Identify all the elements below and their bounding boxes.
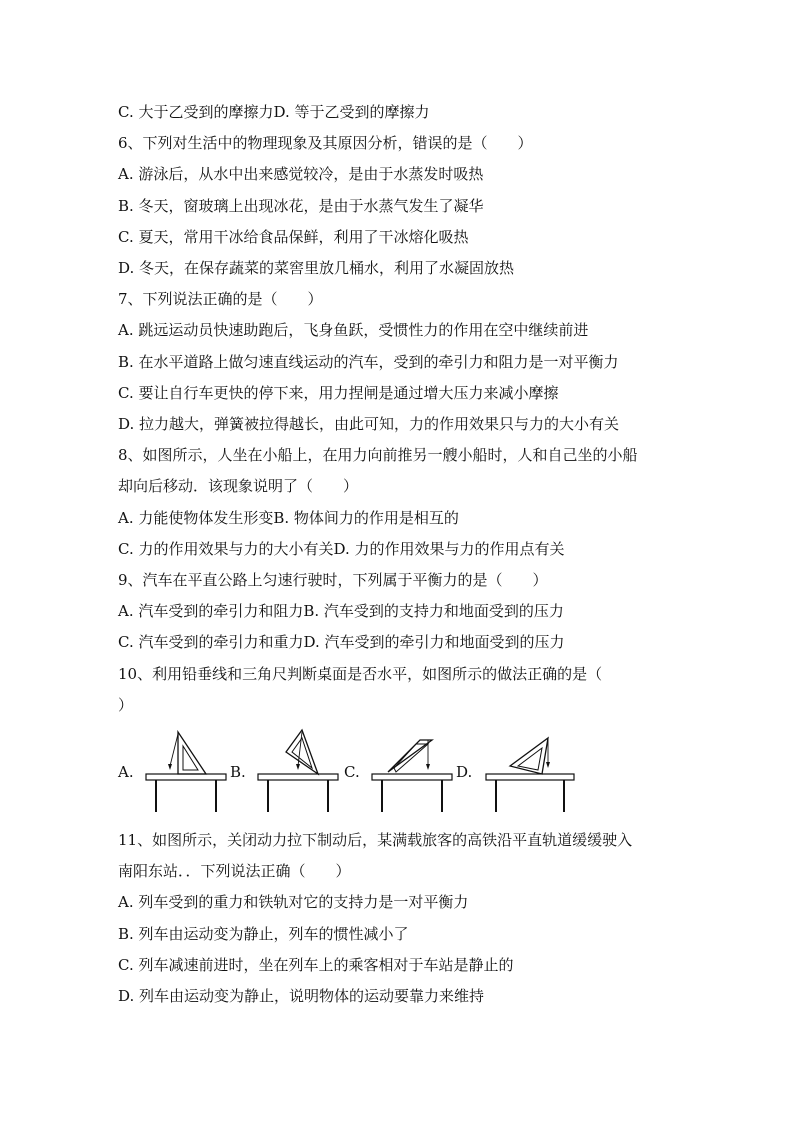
question-7: 7、下列说法正确的是（ ） [118,290,323,308]
figure-a-setsquare-on-table [140,728,230,818]
question-9: 9、汽车在平直公路上匀速行驶时，下列属于平衡力的是（ ） [118,571,548,589]
figure-label-c: C. [344,763,360,781]
option-line: B. 冬天，窗玻璃上出现冰花，是由于水蒸气发生了凝华 [118,197,484,215]
question-10: 10、利用铅垂线和三角尺判断桌面是否水平，如图所示的做法正确的是（ [118,665,603,683]
option-line: C. 力的作用效果与力的大小有关D. 力的作用效果与力的作用点有关 [118,540,565,558]
option-line: A. 列车受到的重力和铁轨对它的支持力是一对平衡力 [118,893,469,911]
option-line: A. 游泳后，从水中出来感觉较冷，是由于水蒸发时吸热 [118,165,484,183]
question-10-figures [118,728,588,818]
option-line: B. 列车由运动变为静止，列车的惯性减小了 [118,925,409,943]
figure-label-d: D. [456,763,473,781]
figure-label-b: B. [230,763,246,781]
option-line: C. 大于乙受到的摩擦力D. 等于乙受到的摩擦力 [118,103,430,121]
option-line: C. 列车减速前进时，坐在列车上的乘客相对于车站是静止的 [118,956,514,974]
option-line: C. 夏天，常用干冰给食品保鲜，利用了干冰熔化吸热 [118,228,469,246]
question-8: 8、如图所示，人坐在小船上，在用力向前推另一艘小船时，人和自己坐的小船 [118,446,638,464]
question-6: 6、下列对生活中的物理现象及其原因分析，错误的是（ ） [118,134,533,152]
option-line: B. 在水平道路上做匀速直线运动的汽车，受到的牵引力和阻力是一对平衡力 [118,353,619,371]
option-line: A. 力能使物体发生形变B. 物体间力的作用是相互的 [118,509,459,527]
option-line: D. 列车由运动变为静止，说明物体的运动要靠力来维持 [118,987,485,1005]
option-line: D. 拉力越大，弹簧被拉得越长，由此可知，力的作用效果只与力的大小有关 [118,415,620,433]
option-line: A. 跳远运动员快速助跑后，飞身鱼跃，受惯性力的作用在空中继续前进 [118,321,589,339]
option-line: C. 汽车受到的牵引力和重力D. 汽车受到的牵引力和地面受到的压力 [118,633,565,651]
option-line: C. 要让自行车更快的停下来，用力捏闸是通过增大压力来减小摩擦 [118,384,559,402]
question-11: 11、如图所示，关闭动力拉下制动后，某满载旅客的高铁沿平直轨道缓缓驶入 [118,831,633,849]
question-8-cont: 却向后移动．该现象说明了（ ） [118,477,359,495]
question-10-cont: ） [118,696,134,714]
figure-b-setsquare-on-table [252,728,342,818]
figure-d-setsquare-on-table [478,728,578,818]
option-line: D. 冬天，在保存蔬菜的菜窖里放几桶水，利用了水凝固放热 [118,259,515,277]
option-line: A. 汽车受到的牵引力和阻力B. 汽车受到的支持力和地面受到的压力 [118,602,564,620]
question-11-cont: 南阳东站．．下列说法正确（ ） [118,862,351,880]
figure-label-a: A. [118,763,134,781]
figure-c-setsquare-on-table [366,728,456,818]
